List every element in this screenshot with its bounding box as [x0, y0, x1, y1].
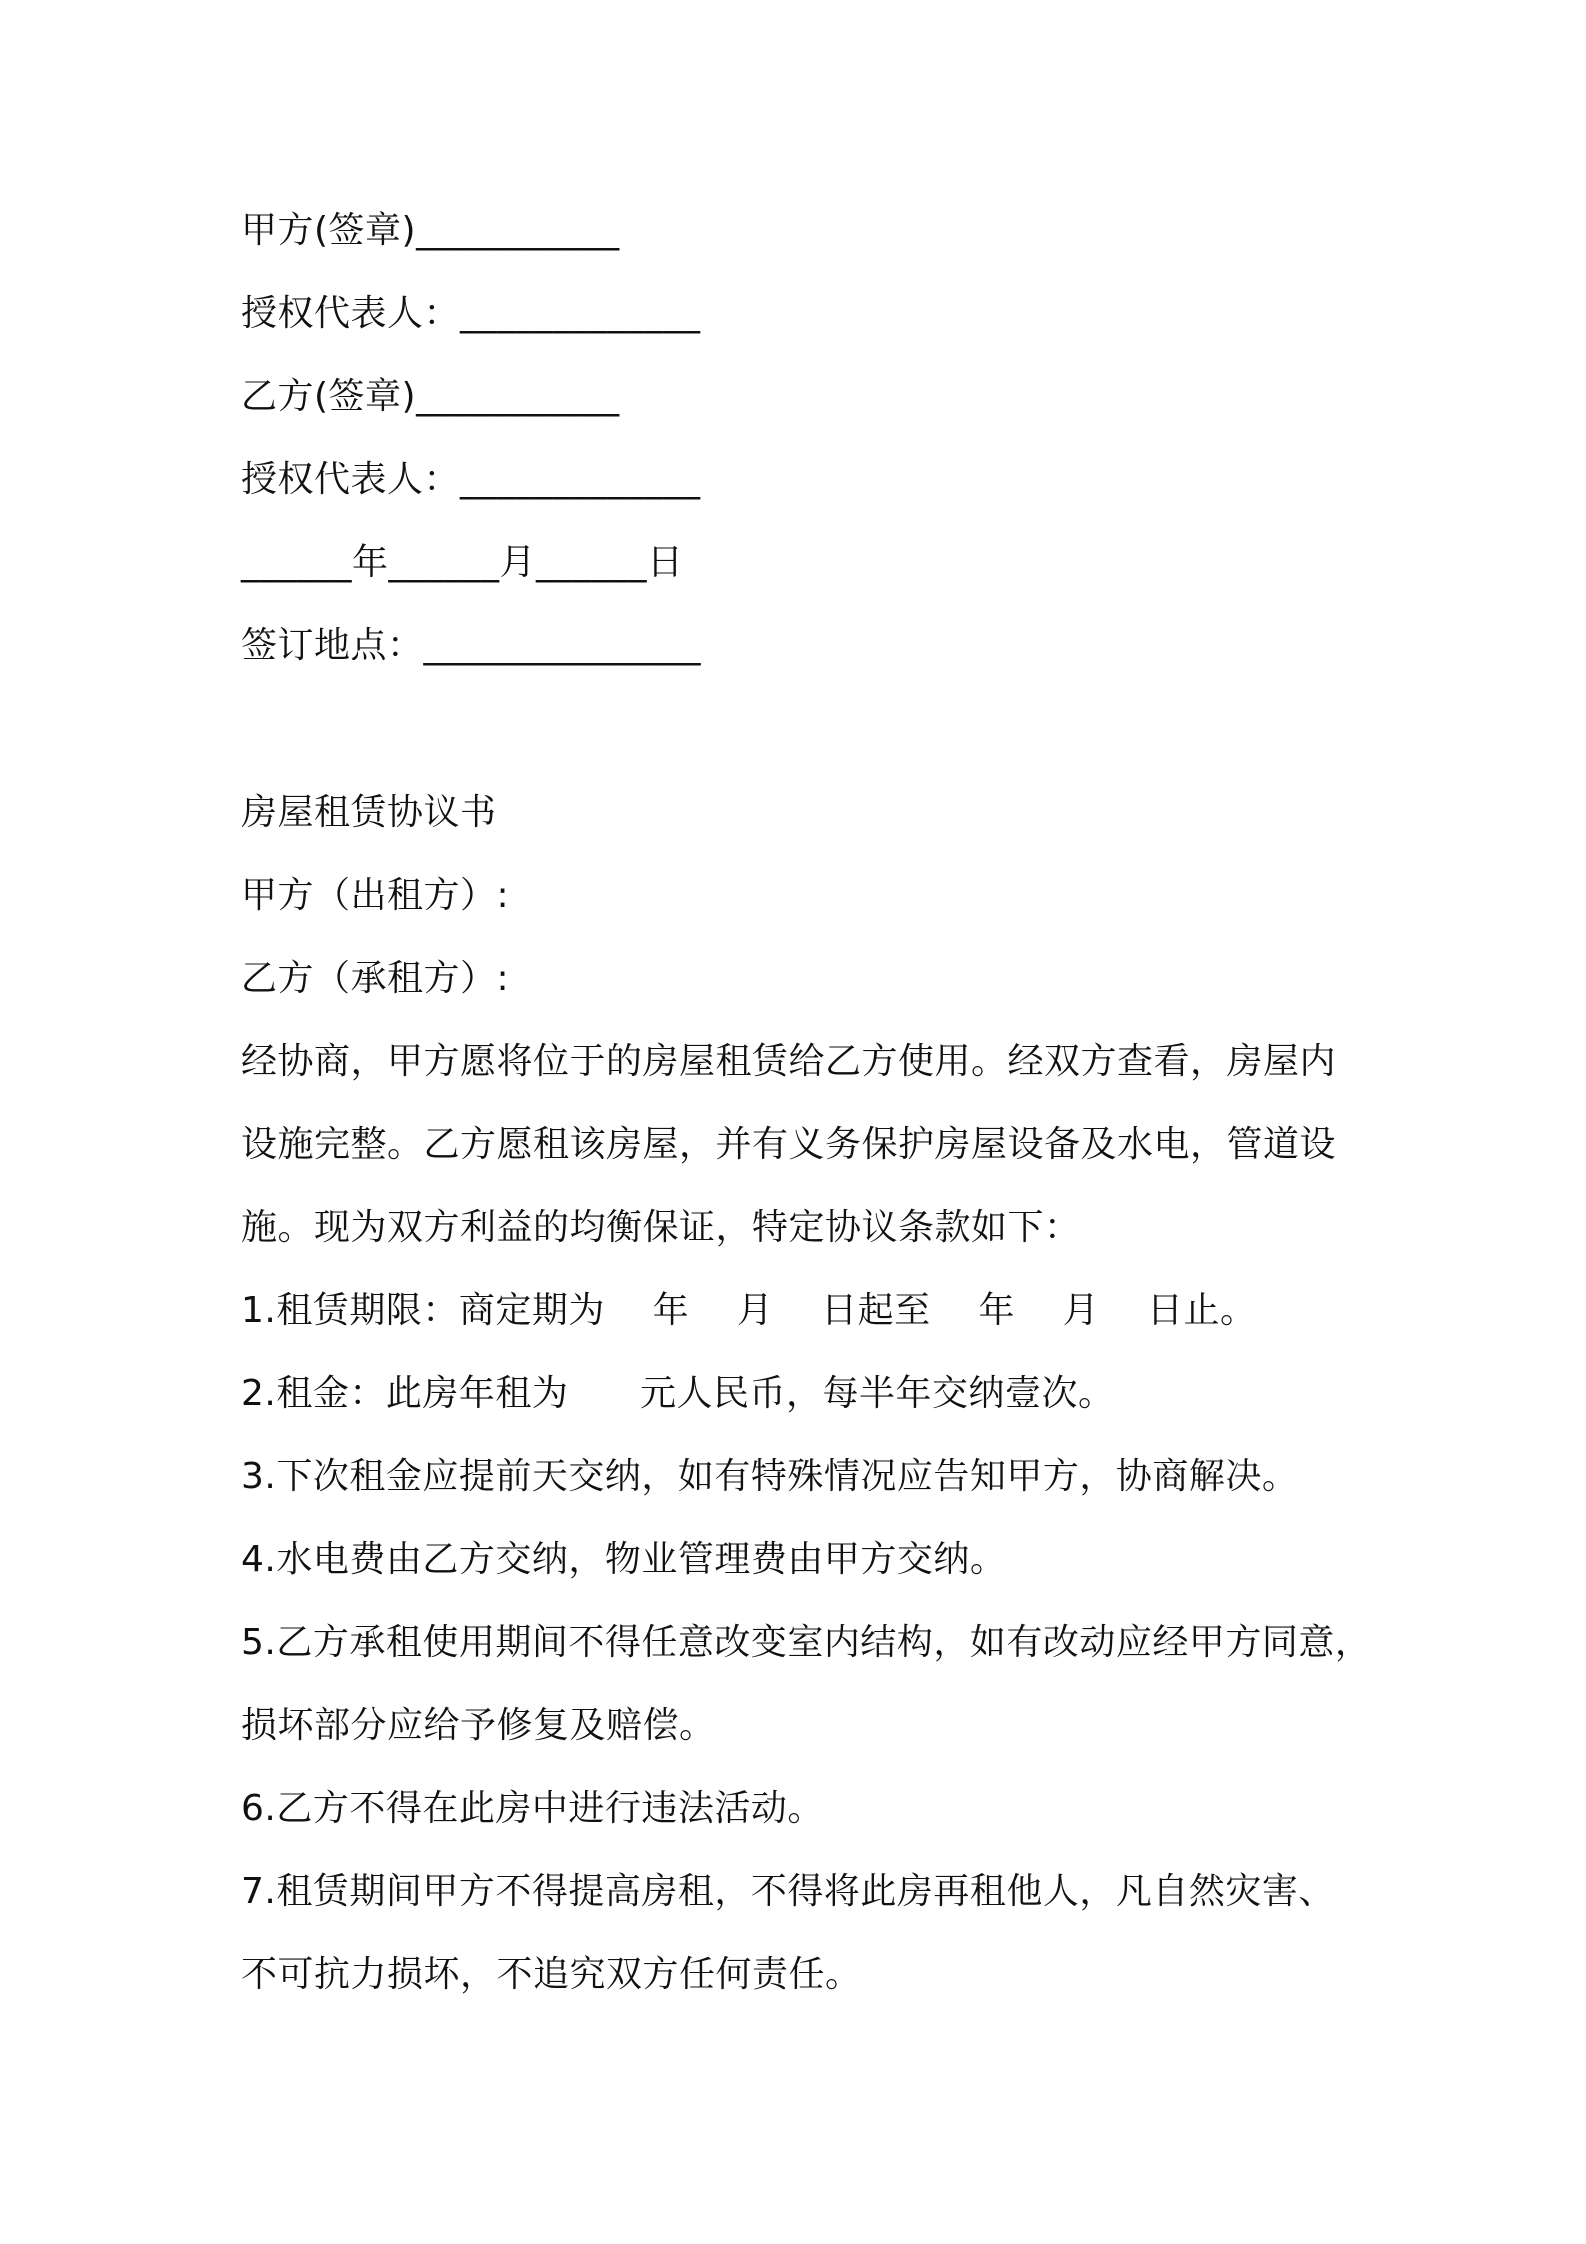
signing-date-line: ______年______月______日	[241, 542, 684, 583]
intro-paragraph-line: 施。现为双方利益的均衡保证，特定协议条款如下：	[241, 1207, 1081, 1248]
clause-line: 7.租赁期间甲方不得提高房租，不得将此房再租他人，凡自然灾害、	[241, 1871, 1335, 1912]
clause-line: 3.下次租金应提前天交纳，如有特殊情况应告知甲方，协商解决。	[241, 1456, 1299, 1497]
clause-line: 损坏部分应给予修复及赔偿。	[241, 1705, 716, 1746]
party-a-seal-line: 甲方(签章)___________	[241, 210, 620, 251]
agreement-title: 房屋租赁协议书	[241, 792, 497, 833]
clause-line: 不可抗力损坏，不追究双方任何责任。	[241, 1954, 862, 1995]
party-a-representative-line: 授权代表人：_____________	[241, 293, 701, 334]
party-b-seal-line: 乙方(签章)___________	[241, 376, 620, 417]
clause-line: 4.水电费由乙方交纳，物业管理费由甲方交纳。	[241, 1539, 1007, 1580]
clause-line: 5.乙方承租使用期间不得任意改变室内结构，如有改动应经甲方同意，	[241, 1622, 1372, 1663]
signing-place-line: 签订地点：_______________	[241, 625, 702, 666]
party-b-representative-line: 授权代表人：_____________	[241, 459, 701, 500]
lessor-line: 甲方（出租方）:	[241, 875, 510, 916]
clause-line: 6.乙方不得在此房中进行违法活动。	[241, 1788, 824, 1829]
clause-line: 2.租金：此房年租为 元人民币，每半年交纳壹次。	[241, 1373, 1115, 1414]
intro-paragraph-line: 经协商，甲方愿将位于的房屋租赁给乙方使用。经双方查看，房屋内	[241, 1041, 1337, 1082]
clause-line: 1.租赁期限：商定期为 年 月 日起至 年 月 日止。	[241, 1290, 1257, 1331]
lessee-line: 乙方（承租方）:	[241, 958, 510, 999]
intro-paragraph-line: 设施完整。乙方愿租该房屋，并有义务保护房屋设备及水电，管道设	[241, 1124, 1337, 1165]
